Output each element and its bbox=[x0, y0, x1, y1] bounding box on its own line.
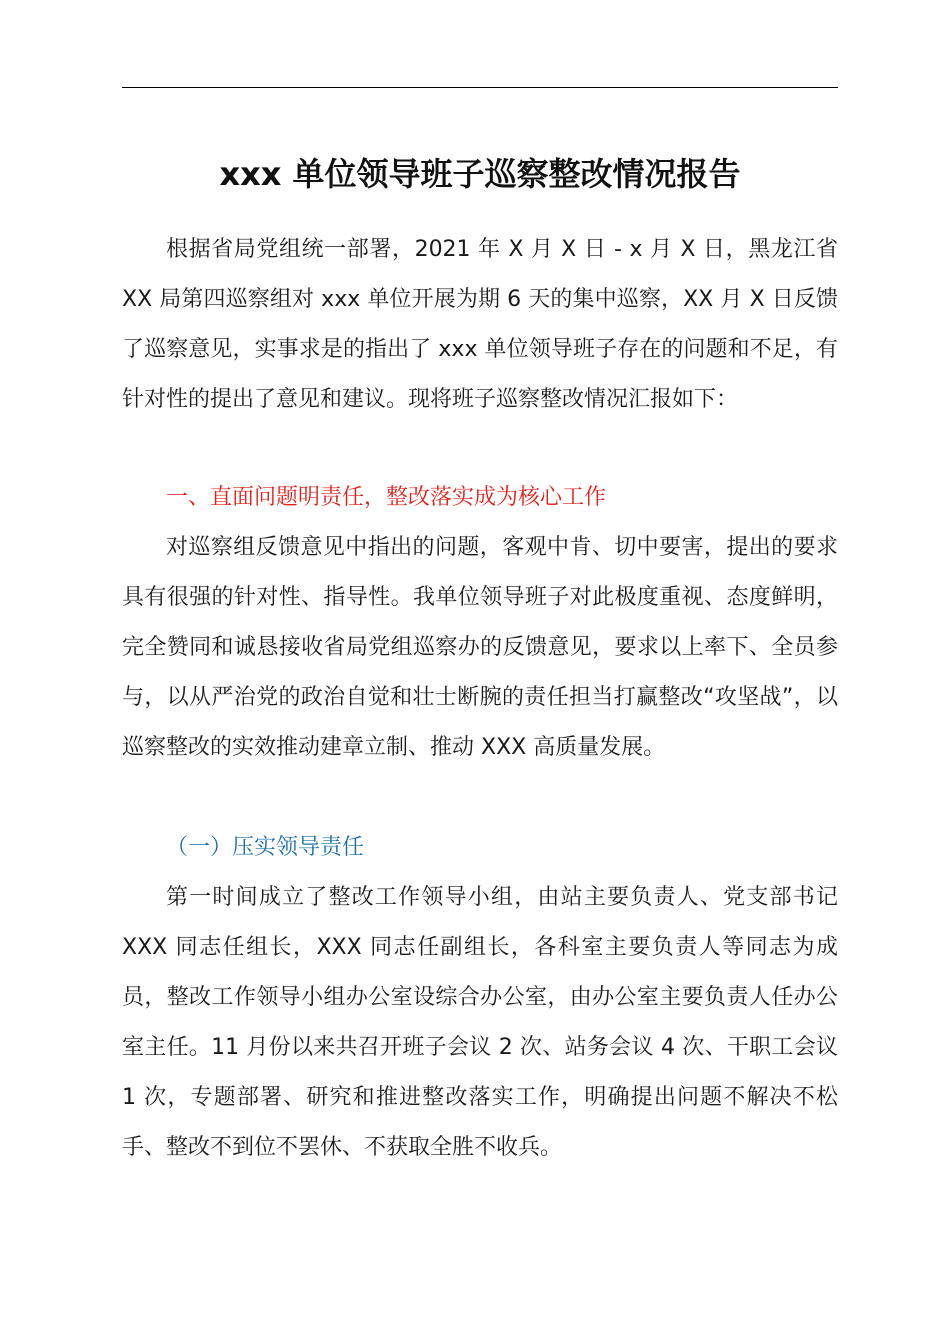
intro-paragraph: 根据省局党组统一部署，2021 年 X 月 X 日 - x 月 X 日，黑龙江省 XX 局第四巡察组对 xxx 单位开展为期 6 天的集中巡察，XX 月 X 日反馈了巡察意见，实事求是的指出了 xxx 单位领导班子存在的问题和不足，有针对性的提出了意见和建议。现将班子巡察整改情况汇报如下： bbox=[122, 237, 838, 412]
header-rule bbox=[122, 87, 838, 88]
section-1-paragraph: 对巡察组反馈意见中指出的问题，客观中肯、切中要害，提出的要求具有很强的针对性、指导性。我单位领导班子对此极度重视、态度鲜明，完全赞同和诚恳接收省局党组巡察办的反馈意见，要求以上率下、全员参与，以从严治党的政治自觉和壮士断腕的责任担当打赢整改“攻坚战”，以巡察整改的实效推动建章立制、推动 XXX 高质量发展。 bbox=[122, 535, 838, 760]
section-heading-1: 一、直面问题明责任，整改落实成为核心工作 bbox=[166, 485, 607, 510]
subsection-heading-1: （一）压实领导责任 bbox=[166, 835, 365, 860]
document-title: xxx 单位领导班子巡察整改情况报告 bbox=[219, 155, 741, 193]
subsection-1-paragraph: 第一时间成立了整改工作领导小组，由站主要负责人、党支部书记 XXX 同志任组长，XXX 同志任副组长，各科室主要负责人等同志为成员，整改工作领导小组办公室设综合办公室，由办公室主要负责人任办公室主任。11 月份以来共召开班子会议 2 次、站务会议 4 次、干职工会议 1 次，专题部署、研究和推进整改落实工作，明确提出问题不解决不松手、整改不到位不罢休、不获取全胜不收兵。 bbox=[122, 885, 838, 1160]
